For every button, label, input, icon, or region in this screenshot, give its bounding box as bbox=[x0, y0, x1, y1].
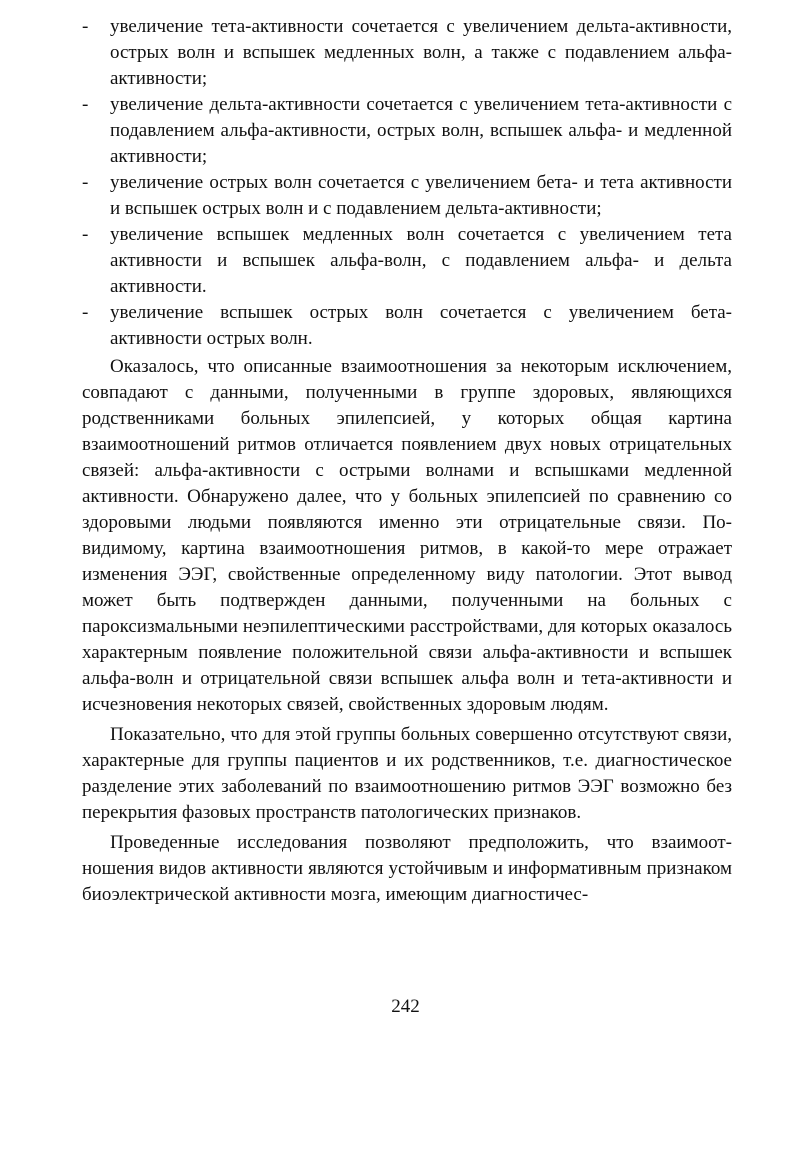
list-item bbox=[82, 14, 732, 92]
bullet-dash: - bbox=[82, 16, 89, 37]
bullet-dash: - bbox=[82, 224, 89, 245]
page-number: 242 bbox=[391, 996, 420, 1017]
list-item bbox=[82, 222, 732, 300]
paragraph: Показательно, что для этой группы больных совершенно отсутствуют связи, характерные для группы пациентов и их родственников, т.е. диагностическое разделение этих заболеваний по взаимоотношению ритмов ЭЭГ возможно без перекрытия фазовых пространств патологических признаков. bbox=[82, 724, 732, 823]
page-text bbox=[82, 14, 732, 908]
bullet-dash: - bbox=[82, 302, 89, 323]
paragraph: Оказалось, что описанные взаимоотношения за некоторым исключением, совпадают с данными, полученными в группе здоровых, являющихся родственниками больных эпилепсией, у которых общая картина взаимоотношений ритмов отличается появлением двух новых отрицательных связей: альфа-активности с острыми волнами и вспышками медленной активности. Обнаружено далее, что у больных эпилепсией по сравнению со здоровыми людьми появляются именно эти отрицательные связи. По-видимому, картина взаимоотношения ритмов, в какой-то мере отражает изменения ЭЭГ, свойственные определенному виду патологии. Этот вывод может быть подтвержден данными, полученными на больных с пароксизмальными неэпилептическими расстройствами, для которых оказалось характерным появление положительной связи альфа-активности и вспышек альфа-волн и отрицательной связи вспышек альфа волн и тета-активности и исчезновения некоторых связей, свойственных здоровым людям. bbox=[82, 356, 732, 715]
list-item bbox=[82, 170, 732, 222]
bullet-dash: - bbox=[82, 94, 89, 115]
list-item-text: увеличение вспышек медленных волн сочетается с увеличением тета активности и вспышек альфа-волн, с подавлением альфа- и дельта активности. bbox=[110, 224, 732, 297]
list-item-text: увеличение вспышек острых волн сочетается с увеличением бета-активности острых волн. bbox=[110, 302, 732, 349]
list-item-text: увеличение тета-активности сочетается с увеличением дельта-активности, острых волн и вспышек медленных волн, а также с подавлением альфа-активности; bbox=[110, 16, 732, 89]
list-item-text: увеличение острых волн сочетается с увеличением бета- и тета активности и вспышек острых волн и с подавлением дельта-активности; bbox=[110, 172, 732, 219]
bullet-dash: - bbox=[82, 172, 89, 193]
list-item bbox=[82, 300, 732, 352]
paragraph: Проведенные исследования позволяют предположить, что взаимоотношения видов активности являются устойчивым и информативным признаком биоэлектрической активности мозга, имеющим диагностичес- bbox=[82, 832, 732, 905]
bullet-list bbox=[82, 14, 732, 352]
list-item bbox=[82, 92, 732, 170]
list-item-text: увеличение дельта-активности сочетается с увеличением тета-активности с подавлением альфа-активности, острых волн, вспышек альфа- и медленной активности; bbox=[110, 94, 732, 167]
